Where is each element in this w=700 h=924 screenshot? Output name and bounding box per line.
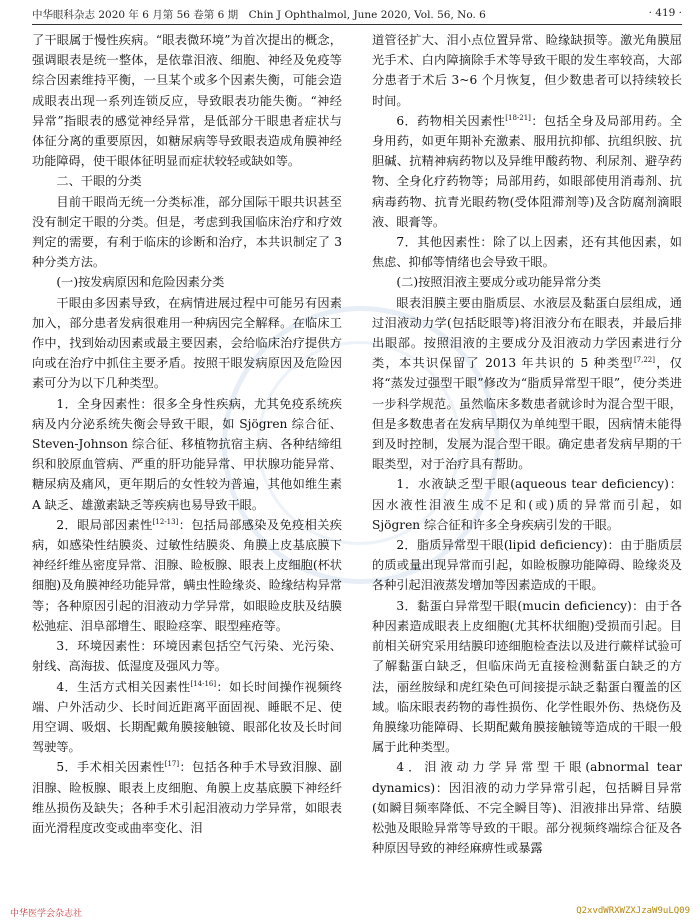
page-footer xyxy=(0,902,700,924)
item-lead: 5．手术相关因素性 xyxy=(56,760,165,775)
list-item: 1．全身因素性：很多全身性疾病，尤其免疫系统疾病及内分泌系统失衡会导致干眼，如 Sjögren 综合征、Steven-Johnson 综合征、移植物抗宿主病、各种结缔组织和胶原血管病、严重的肝功能异常、甲状腺功能异常、糖尿病及痛风，更年期后的女性较为普遍，其他如维生素 A 缺乏、雄激素缺乏等疾病也易导致干眼。 xyxy=(32,396,342,512)
item-lead: 6．药物相关因素性 xyxy=(396,113,506,128)
list-item: 2．脂质异常型干眼(lipid deficiency)：由于脂质层的质或量出现异常而引起，如睑板腺功能障碍、睑缘炎及各种引起泪液蒸发增加等因素造成的干眼。 xyxy=(372,538,682,593)
list-item: 3．黏蛋白异常型干眼(mucin deficiency)：由于各种因素造成眼表上皮细胞(尤其杯状细胞)受损而引起。目前相关研究采用结膜印迹细胞检查法以及进行蕨样试验可了解黏蛋白缺乏，但临床尚无直接检测黏蛋白缺乏的方法，丽丝胺绿和虎红染色可间接提示缺乏黏蛋白覆盖的区域。临床眼表药物的毒性损伤、化学性眼外伤、热烧伤及角膜缘功能障碍、长期配戴角膜接触镜等造成的干眼一般属于此种类型。 xyxy=(372,598,682,755)
list-item xyxy=(372,111,682,232)
section-heading: 二、干眼的分类 xyxy=(56,174,142,189)
item-body: ：如长时间操作视频终端、户外活动少、长时间近距离平面固视、睡眠不足、使用空调、吸烟、长期配戴角膜接触镜、眼部化妆及长时间驾驶等。 xyxy=(32,679,343,755)
list-item: 1．水液缺乏型干眼(aqueous tear deficiency)：因水液性泪液生成不足和(或)质的异常而引起，如 Sjögren 综合征和许多全身疾病引发的干眼。 xyxy=(372,477,682,532)
list-item xyxy=(32,677,342,758)
citation-ref[interactable]: [12-13] xyxy=(152,517,179,526)
page-number: · 419 · xyxy=(648,7,682,19)
citation-ref[interactable]: [14-16] xyxy=(190,679,217,688)
page-header xyxy=(32,5,682,23)
paragraph-part: ，仅将“蒸发过强型干眼”修改为“脂质异常型干眼”，使分类进一步科学规范。虽然临床多数患者就诊时为混合型干眼，但是多数患者在发病早期仅为单纯型干眼，因病情未能得到及时控制，发展为混合型干眼。确定患者发病早期的干眼类型，对于治疗具有帮助。 xyxy=(372,356,682,472)
download-code: Q2xvdWRXWZXJzaW9uLQ09 xyxy=(576,906,690,916)
subsection-heading: (一)按发病原因和危险因素分类 xyxy=(56,275,225,290)
list-item: 3．环境因素性：环境因素包括空气污染、光污染、射线、高海拔、低湿度及强风力等。 xyxy=(32,639,342,674)
journal-citation: 中华眼科杂志 2020 年 6 月第 56 卷第 6 期 Chin J Ophthalmol, June 2020, Vol. 56, No. 6 xyxy=(32,9,486,21)
paragraph: 道管径扩大、泪小点位置异常、睑缘缺损等。激光角膜屈光手术、白内障摘除手术等导致干眼的发生率较高，大部分患者于术后 3~6 个月恢复，但少数患者可以持续较长时间。 xyxy=(372,33,682,108)
item-body: ：包括全身及局部用药。全身用药，如更年期补充激素、服用抗抑郁、抗组织胺、抗胆碱、抗精神病药物以及异维甲酸药物、利尿剂、避孕药物、全身化疗药物等；局部用药，如眼部使用消毒剂、抗病毒药物、抗青光眼药物(受体阻滞剂等)及含防腐剂滴眼液、眼膏等。 xyxy=(372,113,682,229)
paragraph xyxy=(372,293,682,475)
list-item xyxy=(32,515,342,636)
paragraph: 目前干眼尚无统一分类标准，部分国际干眼共识甚至没有制定干眼的分类。但是，考虑到我国临床治疗和疗效判定的需要，有利于临床的诊断和治疗，本共识制定了 3 种分类方法。 xyxy=(32,194,342,270)
left-column xyxy=(32,30,342,838)
header-rule xyxy=(32,24,682,25)
paragraph-part: 眼表泪膜主要由脂质层、水液层及黏蛋白层组成，通过泪液动力学(包括眨眼等)将泪液分布在眼表，并最后排出眼部。按照泪液的主要成分及泪液动力学因素进行分类，本共识保留了 2013 年共识的 5 种类型 xyxy=(372,295,682,371)
citation-ref[interactable]: [17] xyxy=(164,760,180,769)
citation-ref[interactable]: [18-21] xyxy=(505,113,531,122)
item-body: ：包括各种手术导致泪腺、副泪腺、睑板腺、眼表上皮细胞、角膜上皮基底膜下神经纤维丛损伤及缺失；各种手术引起泪液动力学异常，如眼表面光滑程度改变或曲率变化、泪 xyxy=(32,760,342,835)
list-item xyxy=(32,757,342,838)
list-item: 7．其他因素性：除了以上因素，还有其他因素，如焦虑、抑郁等情绪也会导致干眼。 xyxy=(372,235,682,270)
paragraph: 干眼由多因素导致，在病情进展过程中可能另有因素加入，部分患者发病很难用一种病因完全解释。在临床工作中，找到始动因素或最主要因素，会给临床治疗提供方向或在治疗中抓住主要矛盾。按照干眼发病原因及危险因素可分为以下几种类型。 xyxy=(32,295,342,391)
item-lead: 4．生活方式相关因素性 xyxy=(56,679,191,694)
subsection-heading: (二)按照泪液主要成分或功能异常分类 xyxy=(396,275,601,290)
publisher-logo: 中华医学会杂志社 xyxy=(10,909,83,919)
item-body: ：包括局部感染及免疫相关疾病，如感染性结膜炎、过敏性结膜炎、角膜上皮基底膜下神经纤维丛密度异常、泪腺、睑板腺、眼表上皮细胞(杯状细胞)及角膜神经功能异常，螨虫性睑缘炎、睑缘结构异常等；各种原因引起的泪液动力学异常，如眼睑皮肤及结膜松弛症、泪阜部增生、眼睑痉挛、眼型痤疮等。 xyxy=(32,517,342,633)
item-lead: 2．眼局部因素性 xyxy=(56,517,153,532)
right-column xyxy=(372,30,682,858)
list-item: 4．泪液动力学异常型干眼(abnormal tear dynamics)：因泪液的动力学异常引起，包括瞬目异常(如瞬目频率降低、不完全瞬目等)、泪液排出异常、结膜松弛及眼睑异常等导致的干眼。部分视频终端综合征及各种原因导致的神经麻痹性或暴露 xyxy=(372,760,682,856)
citation-ref[interactable]: [7,22] xyxy=(633,356,655,365)
paragraph: 了干眼属于慢性疾病。“眼表微环境”为首次提出的概念，强调眼表是统一整体，是依靠泪液、细胞、神经及免疫等综合因素维持平衡，一旦某个或多个因素失衡，可能会造成眼表出现一系列连锁反应，导致眼表功能失衡。“神经异常”指眼表的感觉神经异常，是低部分干眼患者症状与体征分离的重要原因，如糖尿病等导致眼表造成角膜神经功能障碍，使干眼体征明显而症状较轻或缺如等。 xyxy=(32,33,342,169)
